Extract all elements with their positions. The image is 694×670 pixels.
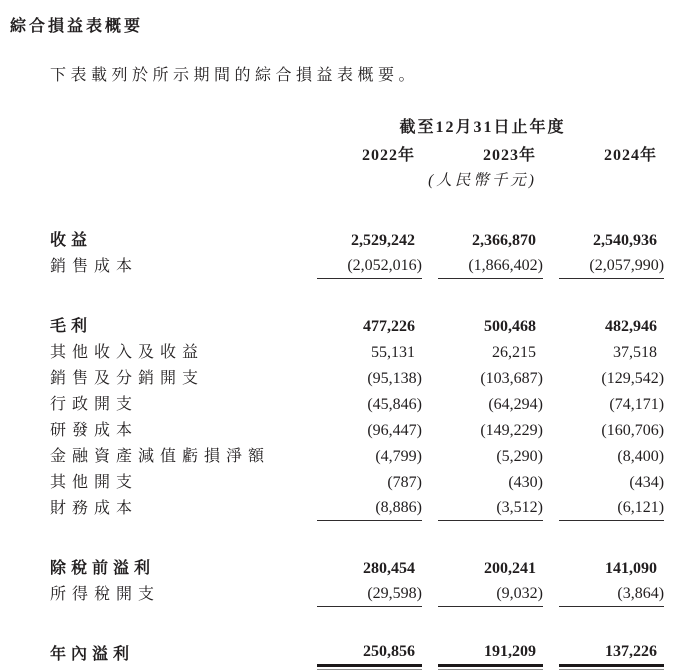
year-column-2024	[543, 140, 664, 168]
amount-text: (29,598)	[367, 585, 422, 602]
table-row	[50, 391, 664, 417]
table-row	[50, 313, 664, 339]
row-label: 其他收入及收益	[50, 344, 205, 361]
table-body	[50, 227, 664, 667]
value-2022	[301, 555, 422, 581]
row-label: 銷售及分銷開支	[50, 370, 205, 387]
row-label: 收益	[50, 232, 93, 249]
value-2023	[422, 313, 543, 339]
empty-cell	[50, 168, 301, 193]
value-2022	[301, 469, 422, 495]
table-row	[50, 339, 664, 365]
row-label: 年內溢利	[50, 646, 135, 663]
year-column-2023	[422, 140, 543, 168]
income-statement-table	[50, 112, 664, 667]
value-2023	[422, 555, 543, 581]
value-2024	[543, 443, 664, 469]
row-label: 其他開支	[50, 474, 139, 491]
empty-cell	[50, 140, 301, 168]
amount-text: (149,229)	[480, 422, 543, 439]
value-2023	[422, 391, 543, 417]
year-header-row	[50, 140, 664, 168]
amount-text: 477,226	[363, 318, 415, 335]
amount-text: (2,052,016)	[347, 257, 422, 274]
amount-text: 250,856	[363, 643, 415, 660]
table-row	[50, 555, 664, 581]
amount-text: 141,090	[605, 560, 658, 577]
value-2023	[422, 339, 543, 365]
table-row	[50, 469, 664, 495]
value-2023	[422, 227, 543, 253]
amount-text: 37,518	[613, 344, 658, 361]
table-row	[50, 417, 664, 443]
amount-text: (787)	[387, 474, 422, 491]
value-2022	[301, 313, 422, 339]
value-2024	[543, 555, 664, 581]
value-2024	[543, 365, 664, 391]
amount-text: (96,447)	[367, 422, 422, 439]
spacer-row	[50, 607, 664, 641]
value-2024	[543, 253, 664, 279]
value-2023	[422, 469, 543, 495]
value-2023	[422, 443, 543, 469]
amount-text: 2,540,936	[593, 232, 658, 249]
table-row	[50, 495, 664, 521]
year-label: 2023年	[482, 147, 536, 164]
amount-text: (1,866,402)	[468, 257, 543, 274]
amount-text: (129,542)	[601, 370, 665, 387]
amount-text: (74,171)	[609, 396, 665, 413]
table-row	[50, 227, 664, 253]
value-2024	[543, 227, 664, 253]
amount-text: (103,687)	[480, 370, 543, 387]
currency-unit-note: (人民幣千元)	[428, 172, 537, 189]
period-header-row	[50, 112, 664, 140]
amount-text: (3,864)	[617, 585, 665, 602]
value-2022	[301, 641, 422, 667]
spacer-row	[50, 521, 664, 555]
amount-text: 55,131	[371, 344, 415, 361]
spacer-row	[50, 193, 664, 227]
value-2023	[422, 253, 543, 279]
table-row	[50, 253, 664, 279]
amount-text: (4,799)	[375, 448, 422, 465]
amount-text: (6,121)	[617, 499, 665, 516]
amount-text: (3,512)	[496, 499, 543, 516]
year-label: 2024年	[604, 147, 658, 164]
row-label: 研發成本	[50, 422, 139, 439]
unit-note-row	[50, 168, 664, 193]
row-label: 毛利	[50, 318, 93, 335]
value-2022	[301, 227, 422, 253]
row-label: 所得稅開支	[50, 586, 161, 603]
value-2022	[301, 417, 422, 443]
value-2023	[422, 641, 543, 667]
amount-text: (95,138)	[367, 370, 422, 387]
value-2022	[301, 443, 422, 469]
amount-text: (434)	[629, 474, 665, 491]
value-2024	[543, 339, 664, 365]
amount-text: 2,366,870	[472, 232, 536, 249]
row-label: 行政開支	[50, 396, 139, 413]
year-column-2022	[301, 140, 422, 168]
value-2023	[422, 365, 543, 391]
value-2022	[301, 391, 422, 417]
value-2024	[543, 641, 664, 667]
table-row	[50, 641, 664, 667]
value-2023	[422, 417, 543, 443]
row-label: 除稅前溢利	[50, 560, 156, 577]
row-label: 金融資產減值虧損淨額	[50, 448, 271, 465]
intro-paragraph: 下表載列於所示期間的綜合損益表概要。	[50, 67, 420, 84]
amount-text: (9,032)	[496, 585, 543, 602]
value-2023	[422, 581, 543, 607]
amount-text: (430)	[508, 474, 543, 491]
amount-text: 482,946	[605, 318, 658, 335]
value-2022	[301, 495, 422, 521]
amount-text: 26,215	[492, 344, 536, 361]
amount-text: (8,400)	[617, 448, 665, 465]
amount-text: (5,290)	[496, 448, 543, 465]
row-label: 財務成本	[50, 500, 139, 517]
amount-text: (64,294)	[488, 396, 543, 413]
document-title: 綜合損益表概要	[10, 18, 144, 35]
spacer-row	[50, 279, 664, 313]
table-row	[50, 581, 664, 607]
value-2023	[422, 495, 543, 521]
amount-text: 191,209	[484, 643, 536, 660]
row-label: 銷售成本	[50, 258, 139, 275]
amount-text: 280,454	[363, 560, 415, 577]
year-label: 2022年	[361, 147, 415, 164]
period-header: 截至12月31日止年度	[399, 119, 566, 136]
value-2024	[543, 495, 664, 521]
amount-text: 2,529,242	[351, 232, 415, 249]
amount-text: (8,886)	[375, 499, 422, 516]
amount-text: 137,226	[605, 643, 658, 660]
empty-cell	[50, 112, 301, 140]
value-2022	[301, 253, 422, 279]
amount-text: (160,706)	[601, 422, 665, 439]
value-2024	[543, 417, 664, 443]
value-2024	[543, 581, 664, 607]
value-2022	[301, 581, 422, 607]
table-row	[50, 443, 664, 469]
value-2024	[543, 391, 664, 417]
value-2024	[543, 469, 664, 495]
value-2022	[301, 339, 422, 365]
amount-text: 200,241	[484, 560, 536, 577]
value-2024	[543, 313, 664, 339]
amount-text: (2,057,990)	[589, 257, 665, 274]
amount-text: 500,468	[484, 318, 536, 335]
value-2022	[301, 365, 422, 391]
amount-text: (45,846)	[367, 396, 422, 413]
table-row	[50, 365, 664, 391]
